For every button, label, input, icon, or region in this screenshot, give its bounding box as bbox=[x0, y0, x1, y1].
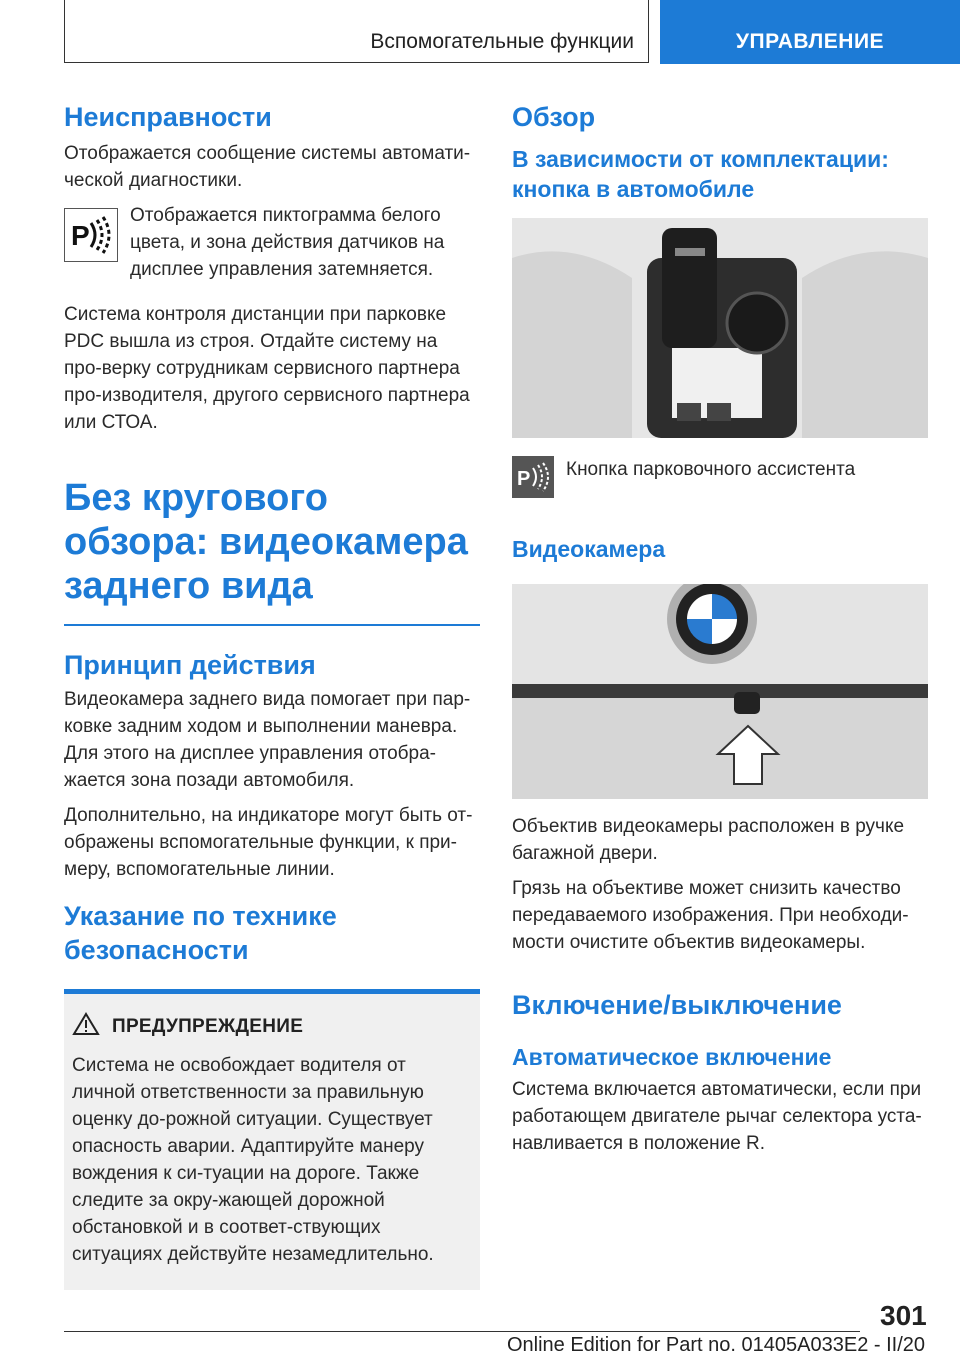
page-number: 301 bbox=[880, 1300, 927, 1331]
park-assist-button-icon[interactable] bbox=[512, 456, 554, 498]
chapter-rule bbox=[64, 624, 480, 626]
pdc-warning-icon bbox=[64, 208, 118, 262]
camera-text-2: Грязь на объективе может снизить качество передаваемого изображения. При необходи-мости очистите объектив видеокамеры. bbox=[512, 878, 909, 953]
warning-text: Система не освобождает водителя от личной ответственности за правильную оценку до-рожной ситуации. Существует опасность аварии. Адаптируйте манеру вождения к си-туации на дороге. Также следите за окру-жающей дорожной обстановкой и в соответ-ствующих ситуациях действуйте незамедлительно. bbox=[72, 1055, 434, 1265]
footer-edition: Online Edition for Part no. 01405A033E2 - II/20 bbox=[506, 1334, 925, 1356]
warning-title: ПРЕДУПРЕЖДЕНИЕ bbox=[112, 1016, 304, 1037]
auto-heading: Автоматическое включение bbox=[512, 1044, 832, 1070]
auto-text: Система включается автоматически, если при работающем двигателе рычаг селектора уста-навливается в положение R. bbox=[512, 1079, 922, 1154]
footer-rule bbox=[64, 1331, 860, 1332]
header-chapter-title: УПРАВЛЕНИЕ bbox=[735, 30, 885, 53]
malfunction-text-2: Система контроля дистанции при парковке PDC вышла из строя. Отдайте систему на про-верку сотрудникам сервисного партнера про-изводителя, другого сервисного партнера или СТОА. bbox=[64, 304, 470, 433]
safety-heading: Указание по технике безопасности bbox=[64, 901, 337, 965]
principle-text-1: Видеокамера заднего вида помогает при пар-ковке задним ходом и выполнении маневра. Для этого на дисплее управления отобра-жается зона позади автомобиля. bbox=[64, 689, 471, 791]
malfunction-text: Отображается сообщение системы автомати-ческой диагностики. bbox=[64, 143, 471, 191]
warning-box bbox=[64, 989, 480, 1290]
park-assist-row bbox=[512, 456, 928, 498]
center-console-photo bbox=[512, 218, 928, 438]
warning-triangle-icon bbox=[72, 1012, 100, 1042]
svg-text:P: P bbox=[517, 468, 531, 490]
malfunction-icon-text: Отображается пиктограмма белого цвета, и зона действия датчиков на дисплее управления затемняется. bbox=[130, 205, 445, 280]
principle-text-2: Дополнительно, на индикаторе могут быть от-ображены вспомогательные функции, к при-меру, вспомогательные линии. bbox=[64, 805, 473, 880]
chapter-heading: Без кругового обзора: видеокамера заднего вида bbox=[64, 477, 468, 607]
svg-text:P: P bbox=[71, 220, 90, 251]
overview-heading: Обзор bbox=[512, 102, 596, 132]
camera-heading: Видеокамера bbox=[512, 536, 666, 562]
malfunction-heading: Неисправности bbox=[64, 102, 272, 132]
principle-heading: Принцип действия bbox=[64, 650, 316, 680]
onoff-heading: Включение/выключение bbox=[512, 990, 842, 1020]
header-section-box bbox=[64, 0, 649, 63]
rear-camera-photo bbox=[512, 584, 928, 799]
left-column bbox=[64, 100, 480, 1290]
right-column bbox=[512, 100, 928, 1157]
variant-heading: В зависимости от комплектации: кнопка в автомобиле bbox=[512, 146, 889, 202]
warning-title-row bbox=[72, 1012, 470, 1042]
camera-text-1: Объектив видеокамеры расположен в ручке багажной двери. bbox=[512, 816, 905, 864]
park-assist-caption: Кнопка парковочного ассистента bbox=[566, 459, 856, 480]
header-chapter-tab[interactable] bbox=[660, 0, 960, 64]
malfunction-icon-row bbox=[64, 205, 480, 283]
header-section-title: Вспомогательные функции bbox=[370, 30, 634, 53]
